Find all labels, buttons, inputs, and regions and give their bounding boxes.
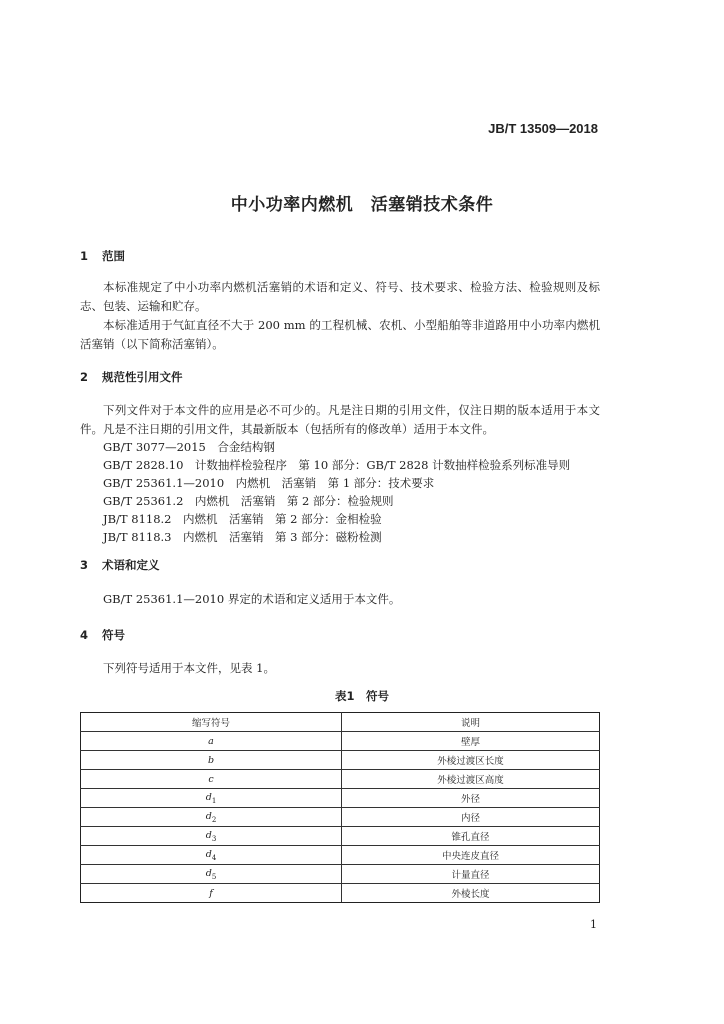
symbols-table [80, 712, 600, 903]
symbol-letter: b [207, 754, 215, 766]
section-number: 4 [80, 628, 89, 642]
normative-intro: 下列文件对于本文件的应用是必不可少的。凡是注日期的引用文件，仅注日期的版本适用于本文件。凡是不注日期的引用文件，其最新版本（包括所有的修改单）适用于本文件。 [80, 403, 600, 436]
reference-item: JB/T 8118.3 内燃机 活塞销 第 3 部分：磁粉检测 [103, 530, 382, 544]
section-number: 3 [80, 558, 89, 572]
table-caption: 表1 符号 [334, 689, 389, 703]
document-title: 中小功率内燃机 活塞销技术条件 [230, 195, 494, 215]
reference-item: GB/T 2828.10 计数抽样检验程序 第 10 部分：GB/T 2828 计数抽样检验系列标准导则 [103, 458, 571, 472]
description-cell: 中央连皮直径 [342, 846, 600, 865]
table-row [81, 732, 600, 751]
section-number: 1 [80, 249, 89, 263]
table-row [81, 808, 600, 827]
symbol-cell [81, 770, 342, 789]
table-header-row [81, 713, 600, 732]
table-row [81, 846, 600, 865]
description-cell: 内径 [342, 808, 600, 827]
symbol-letter: d [205, 791, 212, 803]
symbol-cell [81, 846, 342, 865]
symbol-letter: d [205, 867, 212, 879]
section-heading-2 [80, 369, 183, 385]
scope-paragraph-2: 本标准适用于气缸直径不大于 200 mm 的工程机械、农机、小型船舶等非道路用中小功率内燃机活塞销（以下简称活塞销）。 [80, 318, 600, 351]
reference-item: GB/T 25361.1—2010 内燃机 活塞销 第 1 部分：技术要求 [103, 476, 435, 490]
symbol-cell [81, 808, 342, 827]
section-title: 符号 [102, 628, 126, 642]
symbol-letter: c [208, 773, 214, 785]
symbol-subscript: 3 [211, 834, 217, 843]
description-cell: 外棱过渡区高度 [342, 770, 600, 789]
symbol-cell [81, 732, 342, 751]
standard-code: JB/T 13509—2018 [488, 121, 598, 136]
symbol-letter: a [208, 735, 214, 747]
table-row [81, 884, 600, 903]
table-row [81, 751, 600, 770]
symbol-letter: d [205, 848, 212, 860]
section-heading-1 [80, 248, 125, 264]
reference-item: GB/T 25361.2 内燃机 活塞销 第 2 部分：检验规则 [103, 494, 394, 508]
table-row [81, 770, 600, 789]
table-row [81, 827, 600, 846]
symbol-cell [81, 865, 342, 884]
description-cell: 外棱过渡区长度 [342, 751, 600, 770]
section-number: 2 [80, 370, 89, 384]
column-header-description: 说明 [342, 713, 600, 732]
reference-item: JB/T 8118.2 内燃机 活塞销 第 2 部分：金相检验 [103, 512, 382, 526]
description-cell: 锥孔直径 [342, 827, 600, 846]
symbol-cell [81, 884, 342, 903]
page-number: 1 [590, 918, 597, 931]
symbol-subscript: 1 [211, 796, 217, 805]
symbol-subscript: 2 [211, 815, 217, 824]
symbol-cell [81, 827, 342, 846]
section-title: 规范性引用文件 [102, 370, 183, 384]
symbol-cell [81, 789, 342, 808]
scope-paragraph-1: 本标准规定了中小功率内燃机活塞销的术语和定义、符号、技术要求、检验方法、检验规则及标志、包装、运输和贮存。 [80, 280, 600, 313]
table-row [81, 789, 600, 808]
column-header-symbol: 缩写符号 [81, 713, 342, 732]
section-heading-3 [80, 557, 160, 573]
description-cell: 计量直径 [342, 865, 600, 884]
section-title: 范围 [102, 249, 126, 263]
symbols-intro: 下列符号适用于本文件，见表 1。 [103, 661, 275, 675]
description-cell: 壁厚 [342, 732, 600, 751]
symbol-letter: d [205, 810, 212, 822]
section-heading-4 [80, 627, 125, 643]
section-title: 术语和定义 [102, 558, 160, 572]
reference-item: GB/T 3077—2015 合金结构钢 [103, 440, 275, 454]
description-cell: 外棱长度 [342, 884, 600, 903]
symbol-subscript: 4 [211, 853, 217, 862]
terms-paragraph: GB/T 25361.1—2010 界定的术语和定义适用于本文件。 [103, 592, 401, 606]
table-row [81, 865, 600, 884]
symbol-cell [81, 751, 342, 770]
symbol-subscript: 5 [211, 872, 217, 881]
symbol-letter: d [205, 829, 212, 841]
symbol-letter: f [209, 887, 213, 899]
description-cell: 外径 [342, 789, 600, 808]
